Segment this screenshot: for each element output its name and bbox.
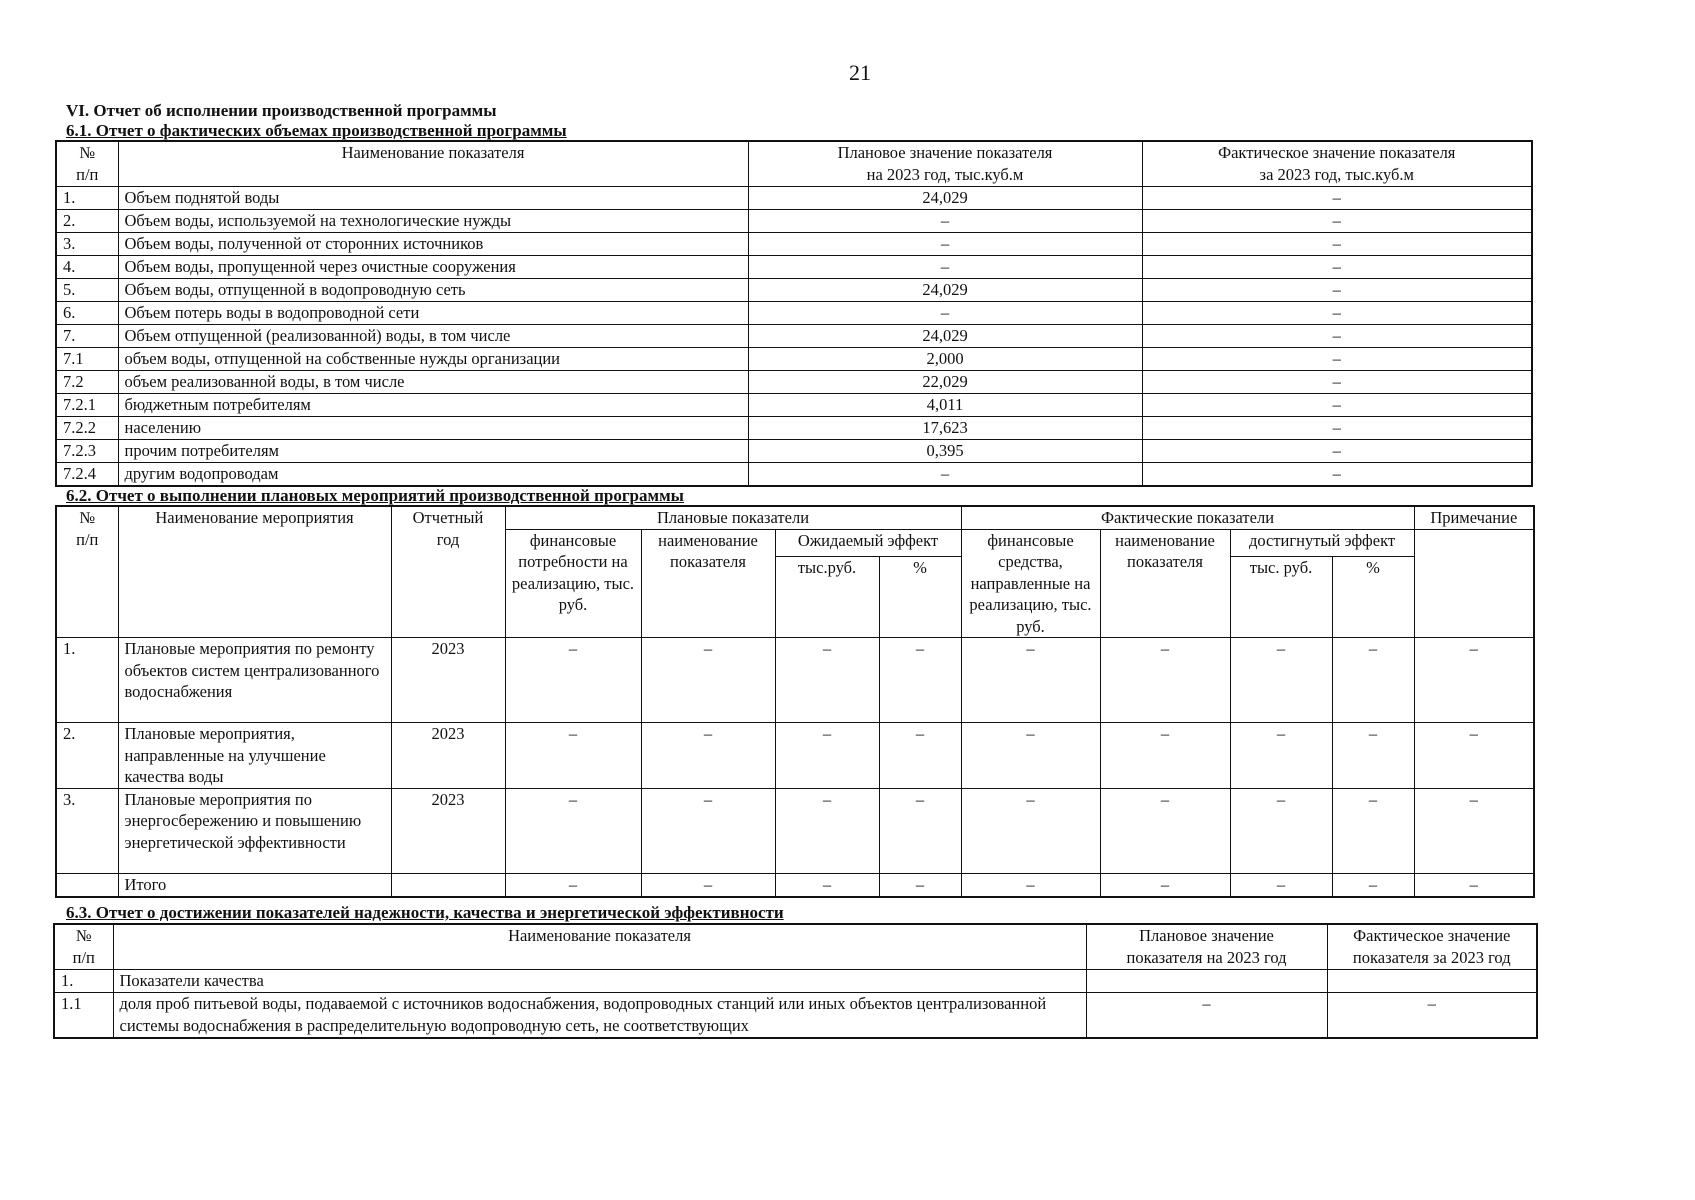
row-fact-pct-value: – [1332,788,1414,873]
header-fact-rub: тыс. руб. [1230,557,1332,638]
row-plan-rub-value: – [775,788,879,873]
row-plan-rub-value: – [775,638,879,723]
page-number: 21 [849,60,871,85]
row-plan-pct-value: – [879,723,961,789]
table-row [56,788,1534,873]
row-fact-value: – [1142,256,1532,279]
row-note-value: – [1414,638,1534,723]
row-num: 1. [54,970,113,993]
table-row [56,302,1532,325]
row-fact-pct-value: – [1332,873,1414,897]
row-num: 7. [56,325,118,348]
table-6-3-header [54,924,1537,970]
row-fact-rub-value: – [1230,723,1332,789]
row-num: 1.1 [54,993,113,1039]
row-plan-value: 24,029 [748,325,1142,348]
table-row [56,348,1532,371]
row-num: 3. [56,233,118,256]
table-6-2 [55,505,1535,898]
row-plan-value: – [748,302,1142,325]
row-plan-rub-value: – [775,873,879,897]
header-fact-effect: достигнутый эффект [1230,529,1414,557]
row-plan-value: 4,011 [748,394,1142,417]
row-plan-fin-value: – [505,638,641,723]
table-row [56,371,1532,394]
row-name: прочим потребителям [118,440,748,463]
row-plan-value: 2,000 [748,348,1142,371]
row-plan-value: – [748,463,1142,487]
table-6-3-title: 6.3. Отчет о достижении показателей надежности, качества и энергетической эффективности [66,903,784,922]
row-num: 7.1 [56,348,118,371]
row-name: Плановые мероприятия по энергосбережению и повышению энергетической эффективности [118,788,391,873]
row-name: Объем воды, используемой на технологические нужды [118,210,748,233]
header-name: Наименование мероприятия [118,506,391,638]
table-row [56,873,1534,897]
table-row [56,417,1532,440]
row-name: Плановые мероприятия, направленные на улучшение качества воды [118,723,391,789]
row-num: 2. [56,210,118,233]
header-plan-fin: финансовые потребности на реализацию, тыс. руб. [505,529,641,638]
row-fact-ind-value: – [1100,638,1230,723]
table-row [56,723,1534,789]
row-num: 5. [56,279,118,302]
row-fact-rub-value: – [1230,788,1332,873]
row-fact-value: – [1142,463,1532,487]
table-6-2-title: 6.2. Отчет о выполнении плановых мероприятий производственной программы [66,486,684,505]
row-fact-pct-value: – [1332,723,1414,789]
row-name: Объем воды, отпущенной в водопроводную сеть [118,279,748,302]
row-num: 7.2 [56,371,118,394]
row-plan-value: 24,029 [748,279,1142,302]
row-num: 7.2.1 [56,394,118,417]
header-num: № п/п [56,506,118,638]
row-num: 7.2.4 [56,463,118,487]
row-num: 2. [56,723,118,789]
table-row [56,463,1532,487]
row-plan-value: – [748,210,1142,233]
table-row [56,394,1532,417]
table-row [56,233,1532,256]
row-fact-value: – [1142,279,1532,302]
row-fact-pct-value: – [1332,638,1414,723]
row-fact-ind-value: – [1100,723,1230,789]
section-title: VI. Отчет об исполнении производственной программы [66,101,497,120]
header-fact-ind: наименование показателя [1100,529,1230,638]
header-note-blank [1414,529,1534,638]
row-fact-value: – [1142,325,1532,348]
table-row [56,279,1532,302]
row-fact-rub-value: – [1230,873,1332,897]
row-plan-value: 0,395 [748,440,1142,463]
table-6-1-title: 6.1. Отчет о фактических объемах производственной программы [66,121,567,140]
row-num [56,873,118,897]
row-plan-pct-value: – [879,638,961,723]
header-plan: Плановое значение показателя на 2023 год [1086,924,1327,970]
table-6-2-header-1 [56,506,1534,529]
table-row [56,440,1532,463]
row-fact-fin-value: – [961,873,1100,897]
row-plan-value: 17,623 [748,417,1142,440]
row-fact-fin-value: – [961,788,1100,873]
header-name: Наименование показателя [113,924,1086,970]
row-fact-value: – [1142,440,1532,463]
header-plan-effect: Ожидаемый эффект [775,529,961,557]
header-year: Отчетный год [391,506,505,638]
row-name: Объем воды, полученной от сторонних источников [118,233,748,256]
header-actual: Фактические показатели [961,506,1414,529]
row-num: 6. [56,302,118,325]
row-plan-fin-value: – [505,723,641,789]
header-num: № п/п [54,924,113,970]
row-plan-rub-value: – [775,723,879,789]
row-fact-value: – [1327,993,1537,1039]
row-num: 7.2.2 [56,417,118,440]
header-plan-ind: наименование показателя [641,529,775,638]
row-year: 2023 [391,723,505,789]
table-row [56,325,1532,348]
row-name: Итого [118,873,391,897]
row-name: населению [118,417,748,440]
row-note-value: – [1414,873,1534,897]
row-num: 4. [56,256,118,279]
row-plan-fin-value: – [505,788,641,873]
header-name: Наименование показателя [118,141,748,187]
row-plan-value: – [748,256,1142,279]
row-note-value: – [1414,788,1534,873]
row-name: другим водопроводам [118,463,748,487]
row-plan-value: – [748,233,1142,256]
row-year: 2023 [391,788,505,873]
row-name: Объем поднятой воды [118,187,748,210]
header-note: Примечание [1414,506,1534,529]
row-name: объем воды, отпущенной на собственные нужды организации [118,348,748,371]
row-fact-value: – [1142,210,1532,233]
table-6-3 [53,923,1538,1039]
row-name: объем реализованной воды, в том числе [118,371,748,394]
row-name: доля проб питьевой воды, подаваемой с источников водоснабжения, водопроводных станций или иных объектов централизованной системы водоснабжения в распределительную водопроводную сеть, не соответствующих [113,993,1086,1039]
header-fact: Фактическое значение показателя за 2023 год, тыс.куб.м [1142,141,1532,187]
header-fact-pct: % [1332,557,1414,638]
header-num: № п/п [56,141,118,187]
row-fact-fin-value: – [961,723,1100,789]
row-num: 7.2.3 [56,440,118,463]
row-fact-value: – [1142,371,1532,394]
table-row [54,993,1537,1039]
table-row [56,256,1532,279]
row-year [391,873,505,897]
row-plan-ind-value: – [641,638,775,723]
row-plan-ind-value: – [641,788,775,873]
row-plan-pct-value: – [879,788,961,873]
table-row [54,970,1537,993]
row-plan-ind-value: – [641,873,775,897]
table-row [56,638,1534,723]
row-name: Объем воды, пропущенной через очистные сооружения [118,256,748,279]
row-fact-fin-value: – [961,638,1100,723]
row-fact-rub-value: – [1230,638,1332,723]
row-fact-value: – [1142,302,1532,325]
row-name: Плановые мероприятия по ремонту объектов систем централизованного водоснабжения [118,638,391,723]
row-fact-value: – [1142,417,1532,440]
row-num: 3. [56,788,118,873]
table-6-1-header [56,141,1532,187]
row-note-value: – [1414,723,1534,789]
table-row [56,210,1532,233]
row-plan-value: – [1086,993,1327,1039]
row-fact-value [1327,970,1537,993]
row-plan-ind-value: – [641,723,775,789]
row-name: бюджетным потребителям [118,394,748,417]
row-fact-ind-value: – [1100,873,1230,897]
row-plan-value: 24,029 [748,187,1142,210]
row-plan-fin-value: – [505,873,641,897]
header-plan-rub: тыс.руб. [775,557,879,638]
row-name: Объем потерь воды в водопроводной сети [118,302,748,325]
row-plan-value [1086,970,1327,993]
header-planned: Плановые показатели [505,506,961,529]
table-6-1 [55,140,1533,487]
row-name: Объем отпущенной (реализованной) воды, в том числе [118,325,748,348]
row-fact-ind-value: – [1100,788,1230,873]
row-plan-pct-value: – [879,873,961,897]
row-year: 2023 [391,638,505,723]
header-fact-fin: финансовые средства, направленные на реализацию, тыс. руб. [961,529,1100,638]
row-fact-value: – [1142,187,1532,210]
row-fact-value: – [1142,233,1532,256]
row-num: 1. [56,187,118,210]
header-plan: Плановое значение показателя на 2023 год, тыс.куб.м [748,141,1142,187]
header-plan-pct: % [879,557,961,638]
row-fact-value: – [1142,394,1532,417]
row-plan-value: 22,029 [748,371,1142,394]
row-fact-value: – [1142,348,1532,371]
header-fact: Фактическое значение показателя за 2023 год [1327,924,1537,970]
row-num: 1. [56,638,118,723]
table-row [56,187,1532,210]
row-name: Показатели качества [113,970,1086,993]
